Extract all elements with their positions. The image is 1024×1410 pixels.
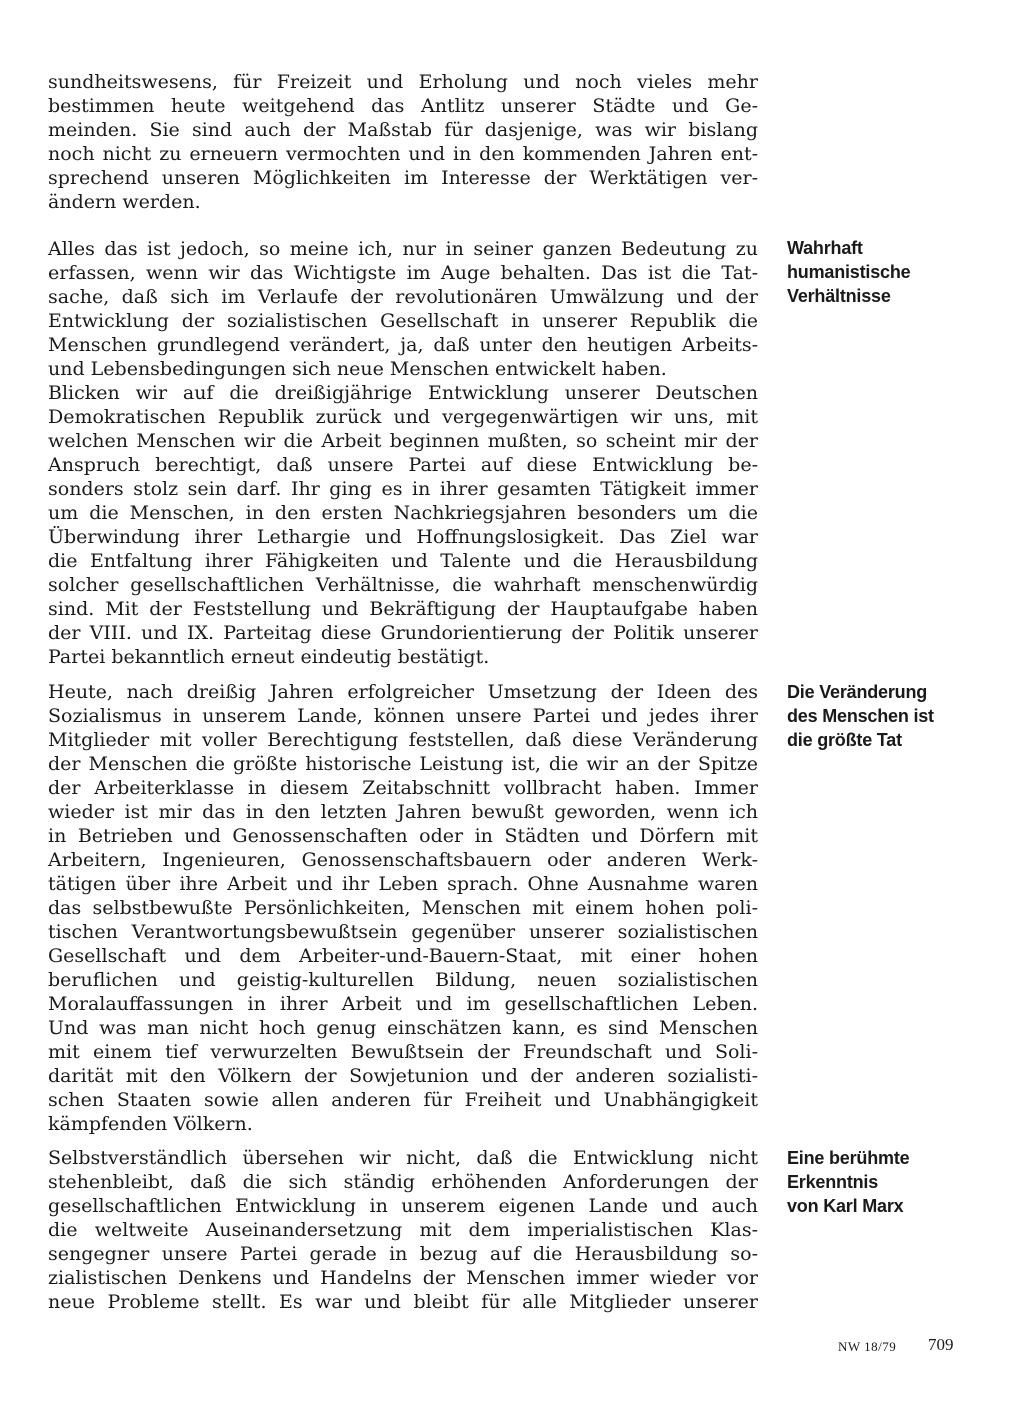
text-line: ändern werden. — [48, 191, 201, 213]
text-line: Sozialismus in unserem Lande, können unsere Partei und jedes ihrer — [48, 705, 758, 727]
paragraph-2 — [48, 237, 758, 669]
issue-label: NW 18/79 — [838, 1339, 897, 1354]
side-heading-1 — [787, 236, 987, 308]
text-line: tätigen über ihre Arbeit und ihr Leben sprach. Ohne Ausnahme waren — [48, 873, 758, 895]
text-line: und Lebensbedingungen sich neue Menschen entwickelt haben. — [48, 358, 667, 380]
text-line: sonders stolz sein darf. Ihr ging es in ihrer gesamten Tätigkeit immer — [48, 478, 758, 500]
side-heading-line: des Menschen ist — [787, 706, 934, 726]
text-line: schen Staaten sowie allen anderen für Freiheit und Unabhängigkeit — [48, 1089, 758, 1111]
text-line: in Betrieben und Genossenschaften oder in Städten und Dörfern mit — [48, 825, 758, 847]
paragraph-4 — [48, 1146, 758, 1314]
text-line: noch nicht zu erneuern vermochten und in den kommenden Jahren ent- — [48, 143, 758, 165]
text-line: sundheitswesens, für Freizeit und Erholung und noch vieles mehr — [48, 71, 758, 93]
text-line: Und was man nicht hoch genug einschätzen kann, es sind Menschen — [48, 1017, 758, 1039]
side-heading-3 — [787, 1146, 987, 1218]
text-line: kämpfenden Völkern. — [48, 1113, 253, 1135]
text-line: stehenbleibt, daß die sich ständig erhöhenden Anforderungen der — [48, 1171, 758, 1193]
paragraph-3 — [48, 680, 758, 1136]
paragraph-1 — [48, 70, 758, 214]
text-line: Arbeitern, Ingenieuren, Genossenschaftsbauern oder anderen Werk- — [48, 849, 758, 871]
text-line: gesellschaftlichen Entwicklung in unserem eigenen Lande und auch — [48, 1195, 758, 1217]
text-line: sprechend unseren Möglichkeiten im Interesse der Werktätigen ver- — [48, 167, 758, 189]
text-line: Menschen grundlegend verändert, ja, daß unter den heutigen Arbeits- — [48, 334, 758, 356]
text-line: Mitglieder mit voller Berechtigung feststellen, daß diese Veränderung — [48, 729, 758, 751]
text-line: Alles das ist jedoch, so meine ich, nur in seiner ganzen Bedeutung zu — [48, 238, 758, 260]
text-line: wieder ist mir das in den letzten Jahren bewußt geworden, wenn ich — [48, 801, 758, 823]
text-line: erfassen, wenn wir das Wichtigste im Auge behalten. Das ist die Tat- — [48, 262, 758, 284]
side-heading-line: Verhältnisse — [787, 286, 891, 306]
text-line: zialistischen Denkens und Handelns der Menschen immer wieder vor — [48, 1267, 758, 1289]
text-line: tischen Verantwortungsbewußtsein gegenüber unserer sozialistischen — [48, 921, 758, 943]
text-line: sengegner unsere Partei gerade in bezug auf die Herausbildung so- — [48, 1243, 758, 1265]
text-line: Selbstverständlich übersehen wir nicht, daß die Entwicklung nicht — [48, 1147, 758, 1169]
text-line: die Entfaltung ihrer Fähigkeiten und Talente und die Herausbildung — [48, 550, 758, 572]
text-line: beruflichen und geistig-kulturellen Bildung, neuen sozialistischen — [48, 969, 758, 991]
text-line: meinden. Sie sind auch der Maßstab für dasjenige, was wir bislang — [48, 119, 758, 141]
side-heading-line: Wahrhaft — [787, 238, 863, 258]
text-line: Gesellschaft und dem Arbeiter-und-Bauern-Staat, mit einer hohen — [48, 945, 758, 967]
text-line: Partei bekanntlich erneut eindeutig bestätigt. — [48, 646, 490, 668]
text-line: neue Probleme stellt. Es war und bleibt für alle Mitglieder unserer — [48, 1291, 758, 1313]
text-line: der Arbeiterklasse in diesem Zeitabschnitt vollbracht haben. Immer — [48, 777, 758, 799]
side-heading-line: Erkenntnis — [787, 1172, 879, 1192]
page-number: 709 — [928, 1335, 954, 1354]
text-line: der VIII. und IX. Parteitag diese Grundorientierung der Politik unserer — [48, 622, 758, 644]
text-line: Überwindung ihrer Lethargie und Hoffnungslosigkeit. Das Ziel war — [48, 526, 758, 548]
text-line: solcher gesellschaftlichen Verhältnisse, die wahrhaft menschenwürdig — [48, 574, 758, 596]
text-line: Entwicklung der sozialistischen Gesellschaft in unserer Republik die — [48, 310, 758, 332]
side-heading-line: Eine berühmte — [787, 1148, 910, 1168]
text-line: sache, daß sich im Verlaufe der revolutionären Umwälzung und der — [48, 286, 758, 308]
side-heading-2 — [787, 680, 987, 752]
text-line: die weltweite Auseinandersetzung mit dem imperialistischen Klas- — [48, 1219, 758, 1241]
side-heading-line: die größte Tat — [787, 730, 902, 750]
text-line: Blicken wir auf die dreißigjährige Entwicklung unserer Deutschen — [48, 382, 758, 404]
text-line: bestimmen heute weitgehend das Antlitz unserer Städte und Ge- — [48, 95, 758, 117]
side-heading-line: humanistische — [787, 262, 911, 282]
text-line: Heute, nach dreißig Jahren erfolgreicher Umsetzung der Ideen des — [48, 681, 758, 703]
text-line: Demokratischen Republik zurück und vergegenwärtigen wir uns, mit — [48, 406, 758, 428]
text-line: das selbstbewußte Persönlichkeiten, Menschen mit einem hohen poli- — [48, 897, 758, 919]
text-line: mit einem tief verwurzelten Bewußtsein der Freundschaft und Soli- — [48, 1041, 758, 1063]
text-line: welchen Menschen wir die Arbeit beginnen mußten, so scheint mir der — [48, 430, 758, 452]
text-line: der Menschen die größte historische Leistung ist, die wir an der Spitze — [48, 753, 758, 775]
text-line: sind. Mit der Feststellung und Bekräftigung der Hauptaufgabe haben — [48, 598, 758, 620]
side-heading-line: von Karl Marx — [787, 1196, 904, 1216]
text-line: Anspruch berechtigt, daß unsere Partei auf diese Entwicklung be- — [48, 454, 758, 476]
text-line: um die Menschen, in den ersten Nachkriegsjahren besonders um die — [48, 502, 758, 524]
text-line: Moralauffassungen in ihrer Arbeit und im gesellschaftlichen Leben. — [48, 993, 758, 1015]
text-line: darität mit den Völkern der Sowjetunion und der anderen sozialisti- — [48, 1065, 758, 1087]
side-heading-line: Die Veränderung — [787, 682, 928, 702]
